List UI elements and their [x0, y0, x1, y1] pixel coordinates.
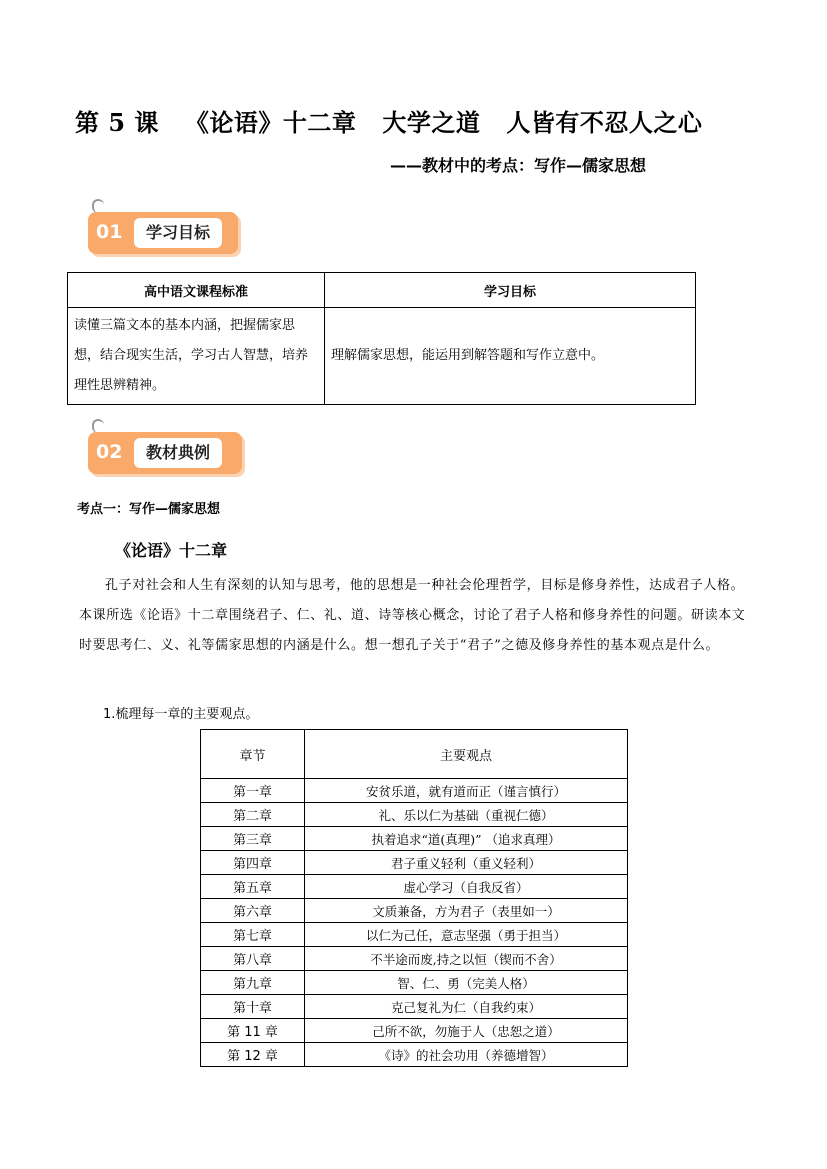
table-row — [201, 779, 628, 803]
main-idea-cell: 虚心学习（自我反省） — [305, 875, 628, 899]
chapter-cell: 第六章 — [201, 899, 305, 923]
column-header: 主要观点 — [305, 730, 628, 779]
title-part-3: 大学之道 — [382, 108, 481, 137]
main-idea-cell: 克己复礼为仁（自我约束） — [305, 995, 628, 1019]
table-row — [201, 995, 628, 1019]
chapter-cell: 第四章 — [201, 851, 305, 875]
title-part-1: 第 5 课 — [75, 108, 159, 137]
lesson-subtitle: ——教材中的考点：写作—儒家思想 — [390, 156, 647, 175]
section-badge-study-goals — [88, 212, 238, 254]
intro-paragraph: 孔子对社会和人生有深刻的认知与思考，他的思想是一种社会伦理哲学，目标是修身养性，达成君子人格。本课所选《论语》十二章围绕君子、仁、礼、道、诗等核心概念，讨论了君子人格和修身养性的问题。研读本文时要思考仁、义、礼等儒家思想的内涵是什么。想一想孔子关于“君子”之德及修身养性的基本观点是什么。 — [79, 578, 746, 653]
chapter-cell: 第五章 — [201, 875, 305, 899]
table-row — [201, 1043, 628, 1067]
main-idea-cell: 安贫乐道，就有道而正（谨言慎行） — [305, 779, 628, 803]
main-idea-cell: 不半途而废,持之以恒（锲而不舍） — [305, 947, 628, 971]
title-part-4: 人皆有不忍人之心 — [506, 108, 703, 137]
study-goal-cell: 理解儒家思想，能运用到解答题和写作立意中。 — [325, 308, 696, 405]
main-idea-cell: 君子重义轻利（重义轻利） — [305, 851, 628, 875]
table-row — [201, 971, 628, 995]
chapter-cell: 第八章 — [201, 947, 305, 971]
chapter-cell: 第二章 — [201, 803, 305, 827]
column-header: 学习目标 — [325, 273, 696, 308]
section-badge-textbook-examples — [88, 432, 242, 474]
section-number: 01 — [96, 221, 123, 243]
column-header: 章节 — [201, 730, 305, 779]
main-idea-cell: 执着追求“道(真理)” （追求真理） — [305, 827, 628, 851]
chapter-cell: 第一章 — [201, 779, 305, 803]
chapter-cell: 第十章 — [201, 995, 305, 1019]
chapter-cell: 第 12 章 — [201, 1043, 305, 1067]
table-row — [201, 899, 628, 923]
curriculum-standard-cell: 读懂三篇文本的基本内涵，把握儒家思想，结合现实生活，学习古人智慧，培养理性思辨精神。 — [68, 308, 325, 405]
kaodian-heading: 考点一：写作—儒家思想 — [77, 502, 221, 517]
main-idea-cell: 以仁为己任，意志坚强（勇于担当） — [305, 923, 628, 947]
table-row — [201, 803, 628, 827]
section-number: 02 — [96, 441, 123, 463]
text-title: 《论语》十二章 — [115, 541, 228, 560]
table-row — [201, 923, 628, 947]
hook-icon — [92, 199, 104, 213]
table-header-row — [201, 730, 628, 779]
main-idea-cell: 智、仁、勇（完美人格） — [305, 971, 628, 995]
main-idea-cell: 文质兼备，方为君子（表里如一） — [305, 899, 628, 923]
chapter-cell: 第七章 — [201, 923, 305, 947]
chapters-table — [200, 729, 628, 1067]
title-part-2: 《论语》十二章 — [184, 108, 357, 137]
table-row — [201, 1019, 628, 1043]
table-row — [201, 851, 628, 875]
task-item: 1.梳理每一章的主要观点。 — [103, 707, 259, 722]
lesson-title — [75, 103, 702, 138]
table-row — [68, 308, 696, 405]
chapter-cell: 第 11 章 — [201, 1019, 305, 1043]
column-header: 高中语文课程标准 — [68, 273, 325, 308]
main-idea-cell: 己所不欲，勿施于人（忠恕之道） — [305, 1019, 628, 1043]
section-label: 学习目标 — [134, 218, 222, 248]
chapter-cell: 第九章 — [201, 971, 305, 995]
main-idea-cell: 《诗》的社会功用（养德增智） — [305, 1043, 628, 1067]
chapter-cell: 第三章 — [201, 827, 305, 851]
main-idea-cell: 礼、乐以仁为基础（重视仁德） — [305, 803, 628, 827]
table-row — [201, 827, 628, 851]
hook-icon — [92, 419, 104, 433]
table-row — [201, 875, 628, 899]
section-label: 教材典例 — [134, 438, 222, 468]
table-row — [201, 947, 628, 971]
table-header-row — [68, 273, 696, 308]
goals-table — [67, 272, 696, 405]
